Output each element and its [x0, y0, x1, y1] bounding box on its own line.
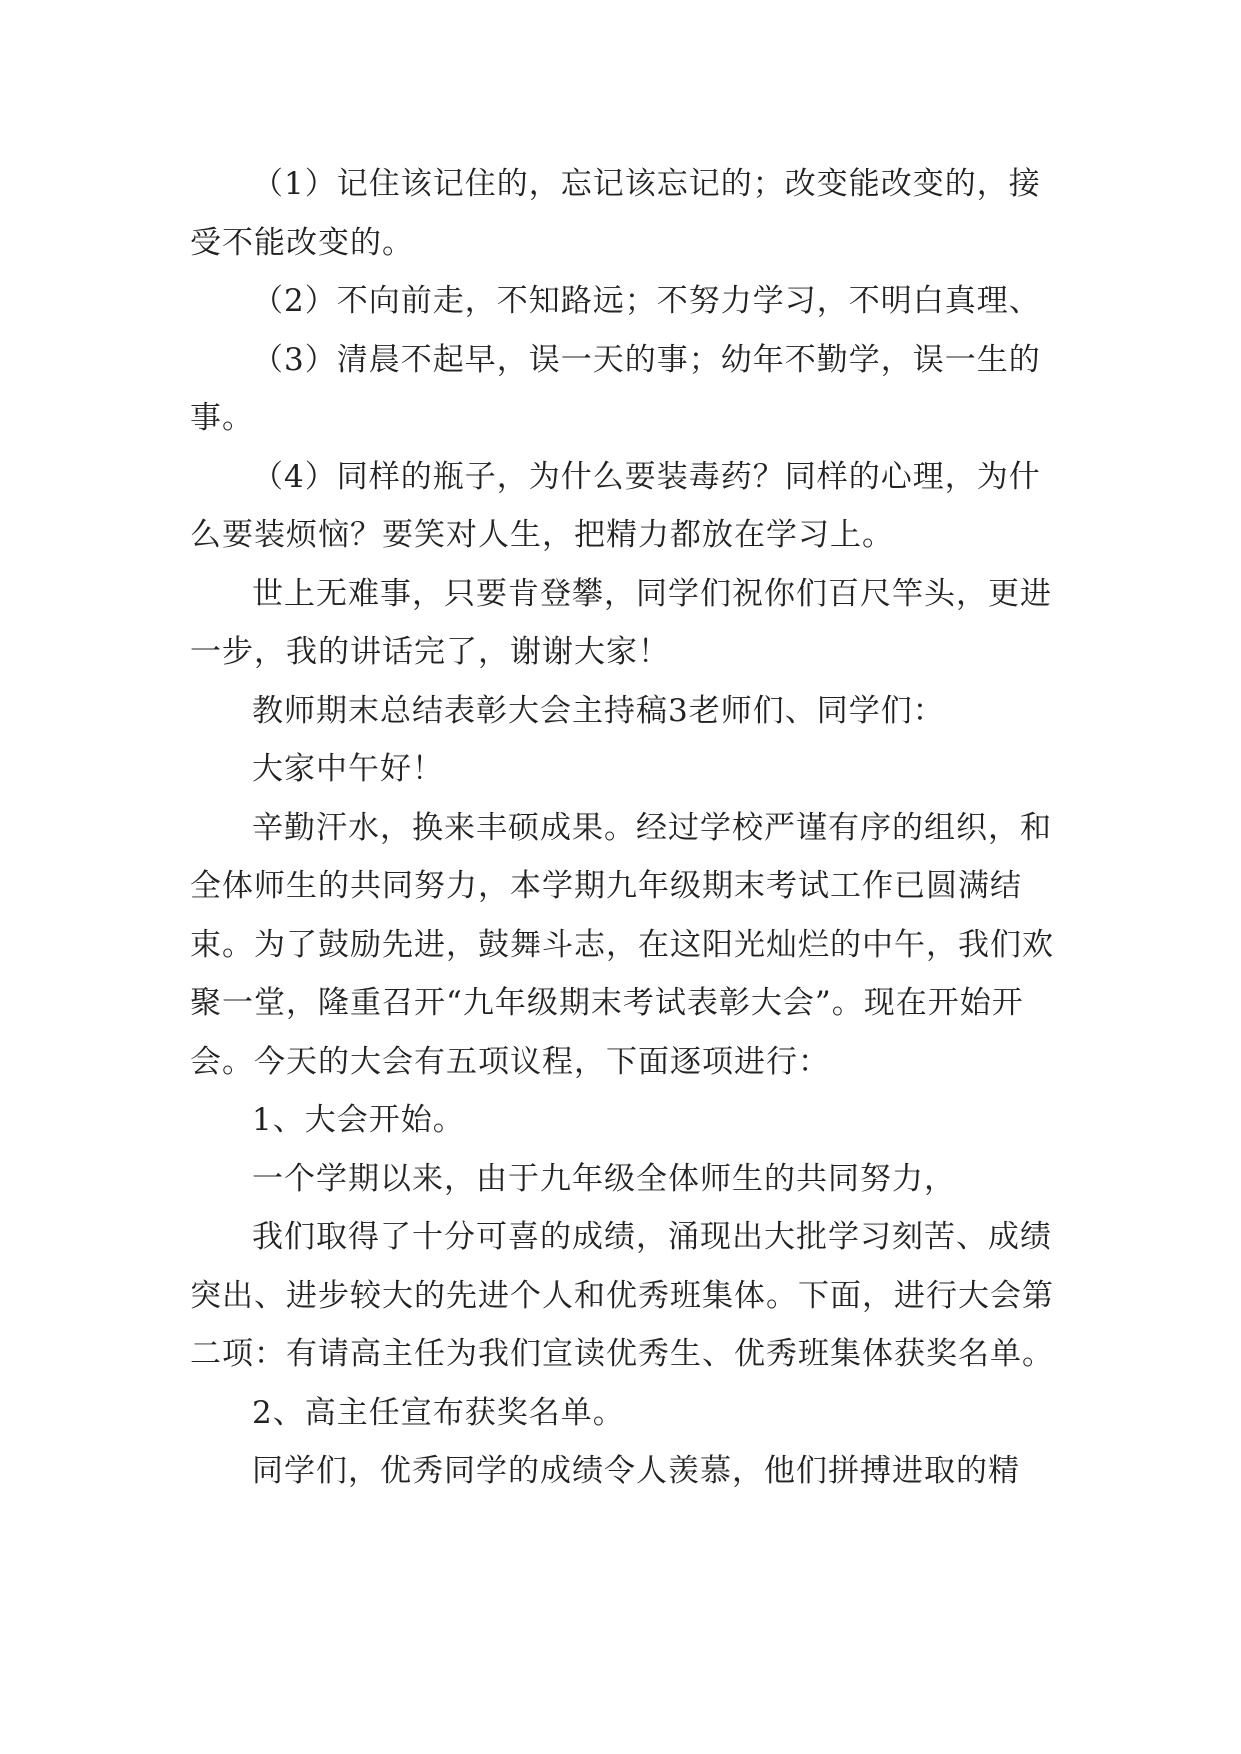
- paragraph-12: 2、高主任宣布获奖名单。: [252, 1394, 625, 1431]
- paragraph-9: 1、大会开始。: [252, 1102, 465, 1138]
- paragraph-4: （4）同样的瓶子，为什么要装毒药？同样的心理，为什么要装烦恼？要笑对人生，把精力都放在学习上。: [190, 458, 1041, 553]
- paragraph-3: （3）清晨不起早，误一天的事；幼年不勤学，误一生的事。: [190, 341, 1041, 436]
- paragraph-2: （2）不向前走，不知路远；不努力学习，不明白真理、: [252, 283, 1041, 319]
- document-body: [190, 155, 1070, 1501]
- paragraph-11: 我们取得了十分可喜的成绩，涌现出大批学习刻苦、成绩突出、进步较大的先进个人和优秀班集体。下面，进行大会第二项：有请高主任为我们宣读优秀生、优秀班集体获奖名单。: [190, 1219, 1054, 1372]
- paragraph-7: 大家中午好！: [252, 751, 444, 787]
- paragraph-10: 一个学期以来，由于九年级全体师生的共同努力，: [252, 1160, 956, 1197]
- paragraph-6: 教师期末总结表彰大会主持稿3老师们、同学们：: [252, 692, 945, 729]
- paragraph-5: 世上无难事，只要肯登攀，同学们祝你们百尺竿头，更进一步，我的讲话完了，谢谢大家！: [190, 575, 1052, 670]
- paragraph-8: 辛勤汗水，换来丰硕成果。经过学校严谨有序的组织，和全体师生的共同努力，本学期九年级期末考试工作已圆满结束。为了鼓励先进，鼓舞斗志，在这阳光灿烂的中午，我们欢聚一堂，隆重召开“九年级期末考试表彰大会”。现在开始开会。今天的大会有五项议程，下面逐项进行：: [190, 809, 1054, 1080]
- paragraph-1: （1）记住该记住的，忘记该忘记的；改变能改变的，接受不能改变的。: [190, 166, 1041, 261]
- paragraph-13: 同学们，优秀同学的成绩令人羡慕，他们拼搏进取的精: [252, 1453, 1020, 1489]
